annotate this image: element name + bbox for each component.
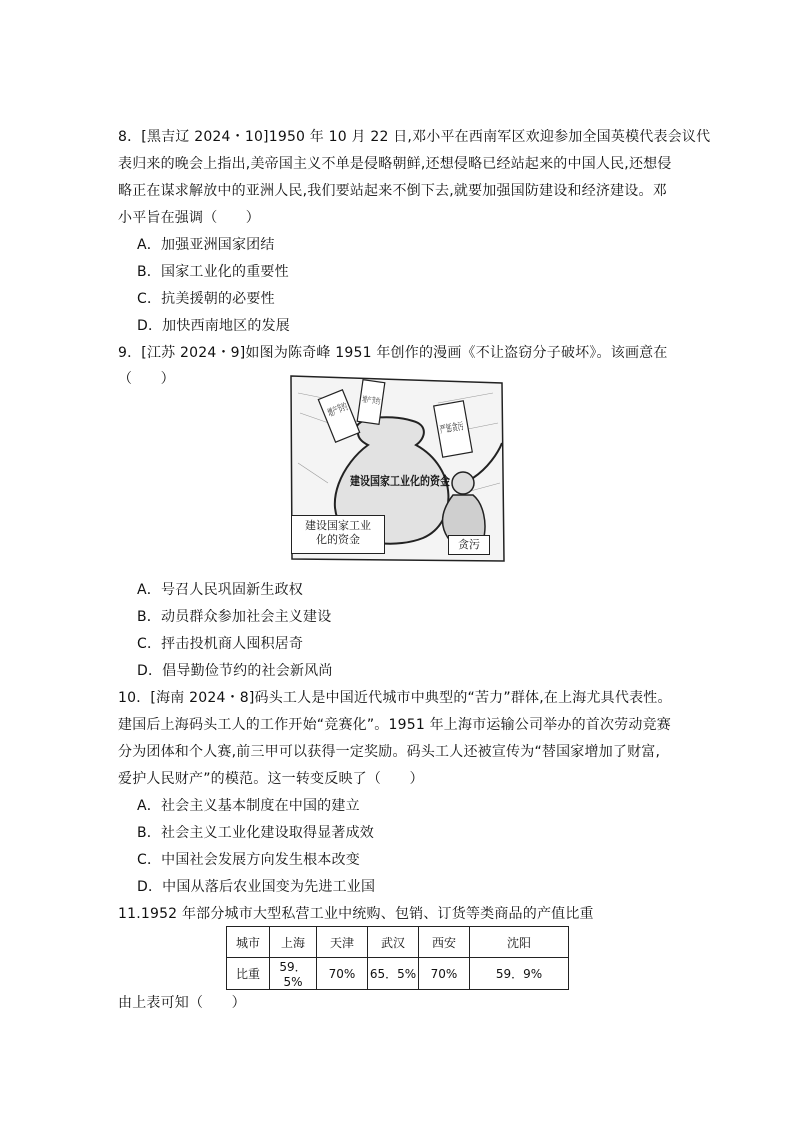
sign-mid-text: 增产节约: [361, 394, 395, 409]
q8-stem-line-3: 略正在谋求解放中的亚洲人民,我们要站起来不倒下去,就要加强国防建设和经济建设。邓: [118, 183, 667, 199]
table-cell-share: 59．9%: [470, 958, 569, 990]
sign-left-text: 增产节约: [326, 394, 368, 420]
q8-stem-line-1: 8．[黑吉辽 2024・10]1950 年 10 月 22 日,邓小平在西南军区欢迎参加全国英模代表会议代: [118, 129, 711, 145]
q11-after-table: 由上表可知（ ）: [118, 995, 246, 1011]
table-cell-city: 武汉: [368, 927, 419, 958]
table-cell-city: 沈阳: [470, 927, 569, 958]
table-cell-city: 天津: [317, 927, 368, 958]
q9-option-c: C．抨击投机商人囤积居奇: [137, 636, 304, 652]
bag-text: 建设国家工业化的资金: [350, 474, 471, 488]
q10-stem-line-4: 爱护人民财产”的模范。这一转变反映了（ ）: [118, 771, 424, 787]
q9-option-b: B．动员群众参加社会主义建设: [137, 609, 332, 625]
q8-option-d: D．加快西南地区的发展: [137, 318, 290, 334]
q10-stem-line-2: 建国后上海码头工人的工作开始“竞赛化”。1951 年上海市运输公司举办的首次劳动竞赛: [118, 717, 671, 733]
q8-option-c: C．抗美援朝的必要性: [137, 291, 275, 307]
sign-right-text: 严惩贪污: [439, 418, 481, 437]
q8-option-a: A．加强亚洲国家团结: [137, 237, 275, 253]
q10-stem-line-1: 10．[海南 2024・8]码头工人是中国近代城市中典型的“苦力”群体,在上海尤具代表性。: [118, 690, 672, 706]
caption-left: [291, 515, 385, 554]
table-cell-share: 70%: [317, 958, 368, 990]
table-header-city: 城市: [227, 927, 270, 958]
q10-option-a: A．社会主义基本制度在中国的建立: [137, 798, 360, 814]
q10-option-b: B．社会主义工业化建设取得显著成效: [137, 825, 375, 841]
q8-stem-line-2: 表归来的晚会上指出,美帝国主义不单是侵略朝鲜,还想侵略已经站起来的中国人民,还想侵: [118, 156, 672, 172]
q8-option-b: B．国家工业化的重要性: [137, 264, 289, 280]
table-cell-share: 65．5%: [368, 958, 419, 990]
table-header-share: 比重: [227, 958, 270, 990]
q8-stem-line-4: 小平旨在强调（ ）: [118, 210, 260, 226]
table-cell-city: 西安: [419, 927, 470, 958]
city-share-table: [226, 926, 569, 990]
caption-left-text: 建设国家工业化的资金: [305, 519, 371, 546]
cartoon-image: [288, 373, 506, 565]
table-cell-share: 59．5%: [270, 958, 317, 990]
q9-option-d: D．倡导勤俭节约的社会新风尚: [137, 663, 333, 679]
table-cell-city: 上海: [270, 927, 317, 958]
q9-stem-line-2: （ ）: [118, 371, 175, 387]
table-cell-share: 70%: [419, 958, 470, 990]
q9-option-a: A．号召人民巩固新生政权: [137, 582, 303, 598]
q9-stem-line-1: 9．[江苏 2024・9]如图为陈奇峰 1951 年创作的漫画《不让盗窃分子破坏》。该画意在: [118, 345, 668, 361]
table-row: [227, 958, 569, 990]
caption-right: [448, 535, 490, 555]
q10-stem-line-3: 分为团体和个人赛,前三甲可以获得一定奖励。码头工人还被宣传为“替国家增加了财富,: [118, 744, 661, 760]
q10-option-d: D．中国从落后农业国变为先进工业国: [137, 879, 376, 895]
table-row: [227, 927, 569, 958]
q10-option-c: C．中国社会发展方向发生根本改变: [137, 852, 360, 868]
caption-right-text: 贪污: [458, 538, 480, 551]
q11-title: 11.1952 年部分城市大型私营工业中统购、包销、订货等类商品的产值比重: [118, 906, 594, 922]
